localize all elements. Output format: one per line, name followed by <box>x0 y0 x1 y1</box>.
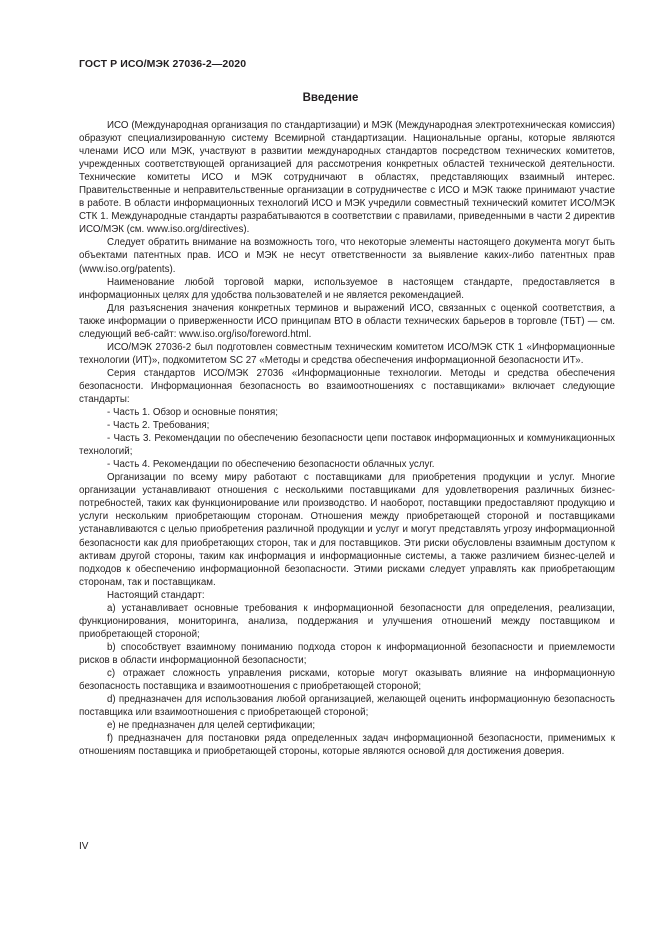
list-item-f: f) предназначен для постановки ряда определенных задач информационной безопасности, применимых к отношениям поставщика и приобретающей стороны, которые являются основой для достижения доверия. <box>79 733 615 758</box>
list-item-part-2: - Часть 2. Требования; <box>107 420 210 432</box>
paragraph-terms: Для разъяснения значения конкретных терминов и выражений ИСО, связанных с оценкой соответствия, а также информации о приверженности ИСО принципам ВТО в области технических барьеров в торговле (ТБТ) — см. следующий веб-сайт: www.iso.org/iso/foreword.html. <box>79 302 615 340</box>
list-item-b: b) способствует взаимному пониманию подхода сторон к информационной безопасности и приемлемости рисков в области информационной безопасности; <box>79 641 615 666</box>
paragraph-trademark: Наименование любой торговой марки, используемое в настоящем стандарте, предоставляется в информационных целях для удобства пользователей и не является рекомендацией. <box>79 276 615 301</box>
body-text <box>79 119 615 758</box>
paragraph-iso-iec: ИСО (Международная организация по стандартизации) и МЭК (Международная электротехническая комиссия) образуют специализированную систему Всемирной стандартизации. Национальные органы, которые являются членами ИСО или МЭК, участвуют в развитии международных стандартов посредством технических комитетов, учрежденных соответствующей организацией для рассмотрения конкретных областей технической деятельности. Технические комитеты ИСО и МЭК сотрудничают в областях, представляющих взаимный интерес. Правительственные и неправительственные организации в сотрудничестве с ИСО и МЭК также принимают участие в работе. В области информационных технологий ИСО и МЭК учредили совместный технический комитет ИСО/МЭК СТК 1. Международные стандарты разрабатываются в соответствии с правилами, приведенными в части 2 директив ИСО/МЭК (см. www.iso.org/directives). <box>79 120 615 236</box>
paragraph-series: Серия стандартов ИСО/МЭК 27036 «Информационные технологии. Методы и средства обеспечения безопасности. Информационная безопасность во взаимоотношениях с поставщиками» включает следующие стандарты: <box>79 367 615 405</box>
page-number: IV <box>79 841 89 852</box>
list-item-part-3: - Часть 3. Рекомендации по обеспечению безопасности цепи поставок информационных и коммуникационных технологий; <box>79 433 615 458</box>
list-item-d: d) предназначен для использования любой организацией, желающей оценить информационную безопасность поставщика или взаимоотношения с приобретающей стороной; <box>79 694 615 719</box>
list-item-c: c) отражает сложность управления рисками, которые могут оказывать влияние на информационную безопасность поставщика и взаимоотношения с приобретающей стороной; <box>79 667 615 693</box>
list-item-part-1: - Часть 1. Обзор и основные понятия; <box>107 407 278 419</box>
list-item-part-4: - Часть 4. Рекомендации по обеспечению безопасности облачных услуг. <box>107 459 435 471</box>
document-header: ГОСТ Р ИСО/МЭК 27036-2—2020 <box>79 58 247 70</box>
paragraph-organizations: Организации по всему миру работают с поставщиками для приобретения продукции и услуг. Многие организации устанавливают отношения с несколькими поставщиками для удовлетворения различных бизнес-потребностей, таких как функционирование или производство. И наоборот, поставщики предоставляют продукцию и услуги нескольким приобретающим сторонам. Отношения между приобретающей стороной и поставщиками устанавливаются с целью приобретения различной продукции и услуг и могут представлять угрозу информационной безопасности как для приобретающих сторон, так и для поставщиков. Эти риски обусловлены взаимным доступом к активам другой стороны, таким как информация и информационные системы, а также различием бизнес-целей и подходов к обеспечению информационной безопасности. Этими рисками следует управлять как приобретающим сторонам, так и поставщикам. <box>79 472 615 588</box>
paragraph-prepared-by: ИСО/МЭК 27036-2 был подготовлен совместным техническим комитетом ИСО/МЭК СТК 1 «Информационные технологии (ИТ)», подкомитетом SC 27 «Методы и средства обеспечения информационной безопасности ИТ». <box>79 341 615 366</box>
list-item-e: e) не предназначен для целей сертификации; <box>107 720 316 732</box>
paragraph-patents: Следует обратить внимание на возможность того, что некоторые элементы настоящего документа могут быть объектами патентных прав. ИСО и МЭК не несут ответственности за выявление каких-либо патентных прав (www.iso.org/patents). <box>79 237 615 275</box>
paragraph-this-standard: Настоящий стандарт: <box>107 589 205 601</box>
list-item-a: a) устанавливает основные требования к информационной безопасности для определения, реализации, функционирования, мониторинга, анализа, поддержания и улучшения отношений между поставщиком и приобретающей стороной; <box>79 602 615 640</box>
section-title: Введение <box>302 92 359 104</box>
